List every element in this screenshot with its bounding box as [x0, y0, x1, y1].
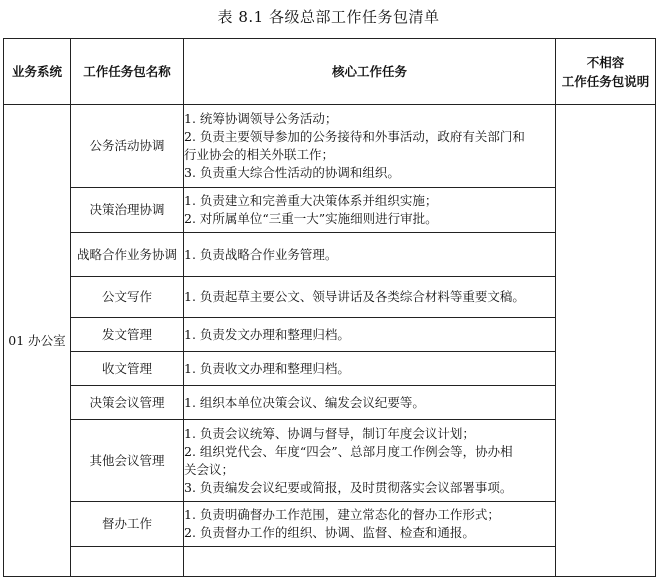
task-line: 1. 负责战略合作业务管理。: [184, 246, 338, 262]
package-name-cell: 其他会议管理: [71, 420, 184, 502]
core-tasks-cell-empty: [184, 547, 556, 577]
core-tasks-cell: [184, 188, 556, 233]
task-line: 3. 负责重大综合性活动的协调和组织。: [184, 165, 400, 180]
task-line: 1. 组织本单位决策会议、编发会议纪要等。: [184, 394, 425, 410]
package-name-cell: 决策治理协调: [71, 188, 184, 233]
task-line: 1. 负责会议统筹、协调与督导，制订年度会议计划；: [184, 425, 475, 441]
core-tasks-cell: [184, 352, 556, 386]
incompatible-note-cell: [556, 105, 656, 577]
core-tasks-cell: [184, 318, 556, 352]
core-tasks-cell: [184, 386, 556, 420]
core-tasks-cell: [184, 105, 556, 188]
task-line: 2. 对所属单位“三重一大”实施细则进行审批。: [184, 211, 438, 226]
task-line: 1. 负责明确督办工作范围，建立常态化的督办工作形式；: [184, 507, 500, 522]
task-line: 2. 负责主要领导参加的公务接待和外事活动，政府有关部门和: [184, 129, 525, 144]
header-business-system: 业务系统: [4, 39, 71, 105]
task-line: 1. 统筹协调领导公务活动；: [184, 111, 338, 126]
package-name-cell: 督办工作: [71, 502, 184, 547]
core-tasks-cell: [184, 502, 556, 547]
header-row: [4, 39, 656, 105]
task-line: 关会议；: [184, 461, 235, 477]
package-name-cell: 发文管理: [71, 318, 184, 352]
task-line: 1. 负责起草主要公文、领导讲话及各类综合材料等重要文稿。: [184, 289, 525, 304]
package-name-cell: 公文写作: [71, 277, 184, 318]
core-tasks-cell: [184, 420, 556, 502]
header-incompatible-line1: 不相容: [586, 54, 625, 70]
task-line: 1. 负责收文办理和整理归档。: [184, 360, 350, 376]
package-name-cell-empty: [71, 547, 184, 577]
package-name-cell: 战略合作业务协调: [71, 233, 184, 277]
table-caption: 表 8.1 各级总部工作任务包清单: [217, 8, 440, 26]
task-line: 行业协会的相关外联工作；: [184, 147, 335, 162]
package-name-cell: 公务活动协调: [71, 105, 184, 188]
package-name-cell: 决策会议管理: [71, 386, 184, 420]
task-package-table: [3, 38, 656, 577]
header-core-tasks: 核心工作任务: [184, 39, 556, 105]
task-line: 1. 负责建立和完善重大决策体系并组织实施；: [184, 193, 438, 208]
task-line: 2. 组织党代会、年度“四会”、总部月度工作例会等，协办相: [184, 443, 513, 459]
task-line: 2. 负责督办工作的组织、协调、监督、检查和通报。: [184, 525, 475, 540]
header-incompatible-line2: 工作任务包说明: [561, 73, 650, 89]
core-tasks-cell: [184, 233, 556, 277]
table-row: [4, 105, 656, 188]
task-line: 3. 负责编发会议纪要或简报，及时贯彻落实会议部署事项。: [184, 479, 513, 495]
core-tasks-cell: [184, 277, 556, 318]
header-incompatible-note: [556, 39, 656, 105]
package-name-cell: 收文管理: [71, 352, 184, 386]
business-system-cell: 01 办公室: [4, 105, 71, 577]
task-line: 1. 负责发文办理和整理归档。: [184, 326, 350, 342]
header-package-name: 工作任务包名称: [71, 39, 184, 105]
